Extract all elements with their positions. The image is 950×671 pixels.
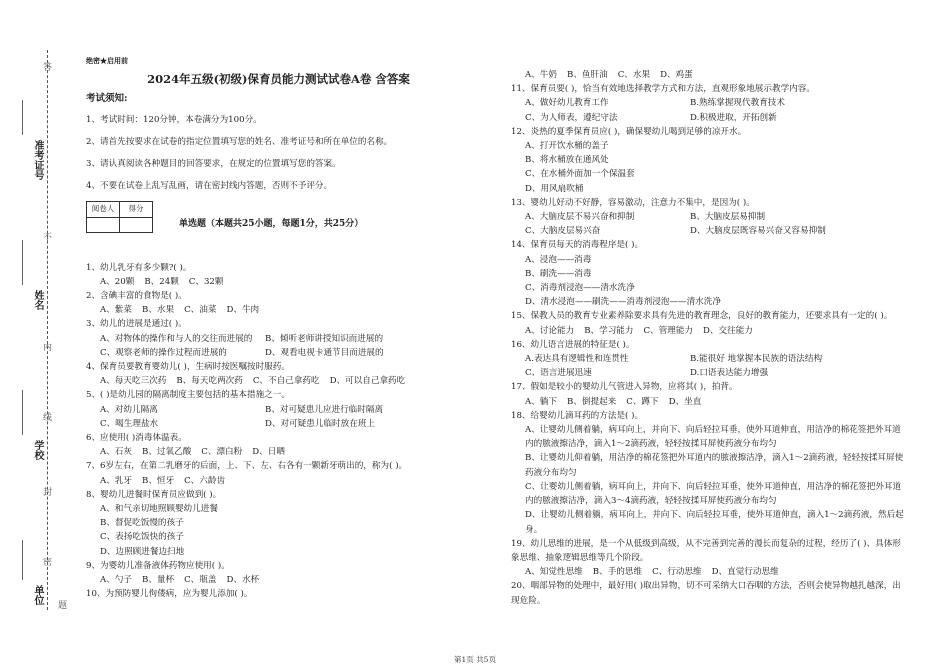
score-cell — [120, 217, 153, 232]
exam-id-underline — [22, 100, 23, 135]
question-block — [86, 587, 471, 601]
answer-option: D、大脑皮层既容易兴奋又容易抑制 — [690, 226, 826, 237]
answer-option: D、水杯 — [226, 575, 260, 586]
option-group — [86, 332, 471, 360]
answer-option: B、手的思维 — [592, 567, 643, 578]
notice-item: 1、考试时间：120分钟，本卷满分为100分。 — [86, 114, 262, 125]
question-text: 17、假如是较小的婴幼儿气管进入异物，应将其( )，拍背。 — [511, 382, 738, 393]
seal-line — [47, 50, 48, 610]
binding-label-exam-id: 准考证号 — [32, 140, 43, 180]
option-group — [511, 68, 906, 82]
answer-option: B、让婴幼儿仰着躺，用洁净的棉花签把外耳道内的脓液擦洁净，滴入1～2滴药液，轻轻按揉耳屏使药液分布均匀 — [525, 453, 904, 478]
answer-option: C、在水桶外面加一个保温套 — [525, 169, 635, 180]
answer-option: B、每天吃两次药 — [176, 376, 243, 387]
answer-option: A、和气亲切地照顾婴幼儿进餐 — [100, 504, 218, 515]
question-block — [86, 317, 471, 360]
answer-option: C、32颗 — [188, 276, 224, 287]
answer-option: C、六龄齿 — [184, 475, 226, 486]
question-text: 8、婴幼儿进餐时保育员应做到( )。 — [86, 489, 222, 500]
answer-option: D.口语表达能力增强 — [690, 368, 769, 379]
binding-mark: 答 — [43, 63, 53, 73]
option-group — [86, 275, 471, 289]
question-block — [86, 459, 471, 487]
question-block — [511, 380, 906, 408]
option-group — [86, 573, 471, 587]
notice-heading: 考试须知: — [86, 93, 128, 105]
answer-option: D、清水浸泡——刷洗——消毒剂浸泡——清水洗净 — [525, 297, 721, 308]
answer-option: A、打开饮水桶的盖子 — [525, 141, 609, 152]
question-block — [86, 360, 471, 388]
answer-option: A、浸泡——消毒 — [525, 254, 592, 265]
question-text: 16、幼儿语言进展的特征是( )。 — [511, 339, 635, 350]
answer-option: D、对可疑患儿临时放在班上 — [265, 418, 376, 429]
unit-underline — [22, 540, 23, 580]
answer-option: D、坐直 — [668, 396, 702, 407]
answer-option: D、用风扇吹桶 — [525, 183, 584, 194]
answer-option: D、观看电视卡通节目而进展的 — [265, 347, 384, 358]
option-group — [511, 395, 906, 409]
option-group — [511, 352, 906, 380]
question-block — [86, 559, 471, 587]
answer-option: A、大脑皮层不易兴奋和抑制 — [525, 212, 635, 223]
binding-label-name: 姓名 — [32, 290, 43, 310]
answer-option: B、学习能力 — [584, 325, 634, 336]
answer-option: D、边照顾进餐边扫地 — [100, 546, 185, 557]
notice-item: 4、不要在试卷上乱写乱画，请在密封线内答题，否则不予评分。 — [86, 181, 333, 192]
grader-cell — [87, 217, 120, 232]
binding-mark: 线 — [43, 413, 53, 423]
answer-option: C、不自己拿药吃 — [252, 376, 320, 387]
score-table — [86, 201, 153, 232]
grader-header: 阅卷人 — [87, 202, 120, 217]
answer-option: D、日晒 — [252, 447, 285, 458]
question-block — [86, 289, 471, 317]
secret-label: 绝密★启用前 — [86, 56, 128, 65]
question-text: 5、( )是幼儿园的隔离制度主要包括的基本措施之一。 — [86, 390, 290, 401]
binding-label-unit: 单位 — [32, 585, 43, 605]
answer-option: A、牛奶 — [525, 70, 557, 80]
answer-option: D、交往能力 — [703, 325, 753, 336]
answer-option: C、管理能力 — [643, 325, 694, 336]
answer-option: B.能很好 地掌握本民族的语法结构 — [690, 354, 823, 365]
option-group — [86, 303, 471, 317]
answer-option: A、20颗 — [100, 276, 135, 287]
answer-option: D.积极进取，开拓创新 — [690, 112, 777, 123]
question-text: 9、为婴幼儿准备液体药物应使用( )。 — [86, 560, 230, 571]
score-row — [86, 201, 471, 232]
question-text: 3、幼儿的进展是通过( )。 — [86, 319, 187, 330]
option-group — [511, 565, 906, 579]
question-text: 13、婴幼儿好动不好静，容易激动，注意力不集中，是因为( )。 — [511, 197, 755, 208]
answer-option: D、牛肉 — [226, 305, 260, 316]
option-group — [511, 96, 906, 124]
answer-option: C、水果 — [617, 70, 651, 80]
answer-option: C、表扬吃饭快的孩子 — [100, 532, 184, 543]
answer-option: A、石灰 — [100, 447, 132, 458]
question-text: 20、咽部异物的处理中，最好用( )取出异物，切不可采纳大口吞咽的方法，否则会使异物越扎越深，出现危险。 — [511, 581, 901, 606]
school-underline — [22, 390, 23, 435]
question-text: 1、幼儿乳牙有多少颗?( )。 — [86, 262, 192, 273]
answer-option: C、油菜 — [184, 305, 217, 316]
option-group — [86, 474, 471, 488]
question-block — [511, 309, 906, 337]
answer-option: D、可以自己拿药吃 — [329, 376, 406, 387]
answer-option: C、大脑皮层易兴奋 — [525, 226, 601, 237]
name-underline — [22, 240, 23, 285]
answer-option: B、水果 — [142, 305, 175, 316]
answer-option: A、做好幼儿教育工作 — [525, 98, 609, 109]
question-block — [86, 261, 471, 289]
answer-option: A、知觉性思维 — [525, 567, 583, 578]
binding-mark: 封 — [43, 488, 53, 498]
answer-option: A、每天吃三次药 — [100, 376, 167, 387]
score-header: 得分 — [120, 202, 153, 217]
question-block — [511, 409, 906, 537]
binding-mark: 密 — [43, 558, 53, 568]
answer-option: D、鸡蛋 — [660, 70, 693, 80]
answer-option: A、躺下 — [525, 396, 557, 407]
option-group — [86, 374, 471, 388]
answer-option: B、大脑皮层易抑制 — [690, 212, 766, 223]
answer-option: A、让婴幼儿侧着躺，病耳向上，并向下、向后轻拉耳垂，使外耳道伸直，用洁净的棉花签把外耳道内的脓液擦洁净，滴入1～2滴药液，轻轻按揉耳屏使药液分布均匀 — [525, 425, 901, 450]
answer-option: B、倾听老师讲授知识而进展的 — [265, 333, 384, 344]
question-text: 2、含碘丰富的食物是( )。 — [86, 291, 187, 302]
question-block — [511, 338, 906, 381]
answer-option: C、观察老师的操作过程而进展的 — [100, 347, 227, 358]
option-group — [86, 445, 471, 459]
answer-option: B、将水桶放在通风处 — [525, 155, 609, 166]
question-block — [86, 488, 471, 559]
answer-option: C、语言进展迅速 — [525, 368, 592, 379]
answer-option: A、乳牙 — [100, 475, 132, 486]
binding-label-school: 学校 — [32, 440, 43, 460]
question-text: 10、为预防婴儿佝偻病，应为婴儿添加( )。 — [86, 589, 253, 600]
option-group — [86, 403, 471, 431]
notice-item: 3、请认真阅读各种题目的回答要求，在规定的位置填写您的答案。 — [86, 159, 341, 170]
answer-option: B、督促吃饭慢的孩子 — [100, 518, 184, 529]
question-block — [511, 82, 906, 125]
question-block — [511, 579, 906, 607]
question-block — [511, 196, 906, 239]
answer-option: A、紫菜 — [100, 305, 132, 316]
notice-list — [86, 113, 471, 194]
question-block — [511, 68, 906, 82]
answer-option: A、讨论能力 — [525, 325, 575, 336]
option-group — [511, 324, 906, 338]
answer-option: C、瓶盖 — [184, 575, 217, 586]
question-text: 15、保教人员的教育专业素养除要求具有先进的教育理念，良好的教育能力，还要求具有一定的( )。 — [511, 311, 893, 322]
answer-option: B、恒牙 — [142, 475, 175, 486]
answer-option: B、刷洗——消毒 — [525, 268, 592, 279]
answer-option: D、直觉行动思维 — [711, 567, 779, 578]
answer-option: D、让婴幼儿侧着躺，病耳向上，并向下、向后轻拉耳垂，使外耳道伸直，滴入1～2滴药液，然后起身。 — [525, 510, 904, 535]
answer-option: B、倒提起来 — [567, 396, 617, 407]
answer-option: A.表达具有逻辑性和连贯性 — [525, 354, 629, 365]
question-block — [86, 431, 471, 459]
question-text: 12、炎热的夏季保育员应( )，确保婴幼儿喝到足够的凉开水。 — [511, 126, 747, 137]
question-list — [511, 68, 906, 608]
answer-option: B.熟练掌握现代教育技术 — [690, 98, 785, 109]
answer-option: C、漂白粉 — [201, 447, 243, 458]
left-column — [86, 54, 471, 602]
answer-option: B、过氧乙酸 — [142, 447, 192, 458]
answer-option: A、对幼儿隔离 — [100, 404, 158, 415]
binding-margin — [0, 0, 70, 671]
question-block — [86, 388, 471, 431]
option-group — [511, 139, 906, 196]
right-column — [511, 68, 906, 608]
question-text: 14、保育员每天的消毒程序是( )。 — [511, 240, 644, 251]
answer-option: C、让婴幼儿侧着躺，病耳向上，并向下、向后轻拉耳垂，使外耳道伸直，用洁净的棉花签把外耳道内的脓液擦洁净，滴入3～4滴药液，轻轻按揉耳屏使药液分布均匀 — [525, 481, 902, 507]
question-text: 4、保育员要教育婴幼儿( )，生病时按医嘱按时服药。 — [86, 362, 290, 373]
question-text: 7、6岁左右，在第二乳磨牙的后面，上、下、左、右各有一颗新牙萌出的，称为( )。 — [86, 461, 408, 472]
question-block — [511, 125, 906, 196]
binding-mark: 不 — [43, 233, 53, 243]
answer-option: C、蹲下 — [626, 396, 659, 407]
answer-option: B、量杯 — [142, 575, 175, 586]
exam-title: 2024年五级(初级)保育员能力测试试卷A卷 含答案 — [147, 72, 410, 87]
notice-item: 2、请首先按要求在试卷的指定位置填写您的姓名、准考证号和所在单位的名称。 — [86, 136, 393, 147]
answer-option: B、24颗 — [144, 276, 179, 287]
option-group — [511, 423, 906, 537]
answer-option: A、勺子 — [100, 575, 132, 586]
question-list — [86, 261, 471, 602]
option-group — [511, 210, 906, 238]
option-group — [511, 253, 906, 310]
answer-option: C、消毒剂浸泡——清水洗净 — [525, 283, 635, 294]
question-block — [511, 537, 906, 580]
answer-option: C、为人师表，遵纪守法 — [525, 112, 618, 123]
option-group — [86, 502, 471, 559]
answer-option: B、鱼肝油 — [567, 70, 608, 80]
answer-option: C、行动思维 — [652, 567, 702, 578]
question-block — [511, 238, 906, 309]
answer-option: C、喝生理盐水 — [100, 418, 159, 429]
question-text: 19、幼儿思维的进展，是一个从低级到高级，从不完善到完善的漫长而复杂的过程，经历了( )、具体形象思维、抽象逻辑思维等几个阶段。 — [511, 538, 901, 563]
answer-option: B、对可疑患儿应进行临时隔离 — [265, 404, 384, 415]
page-footer: 第1页 共5页 — [454, 655, 496, 664]
question-text: 6、应使用( )消毒体温表。 — [86, 433, 187, 444]
question-text: 11、保育员要( )，恰当有效地选择教学方式和方法，直观形象地展示教学内容。 — [511, 84, 815, 95]
binding-mark: 题 — [58, 601, 68, 611]
question-text: 18、给婴幼儿滴耳药的方法是( )。 — [511, 410, 644, 421]
binding-mark: 内 — [43, 343, 53, 353]
answer-option: A、对物体的操作和与人的交往而进展的 — [100, 333, 253, 344]
section-heading: 单选题（本题共25小题，每题1分，共25分） — [179, 218, 364, 229]
